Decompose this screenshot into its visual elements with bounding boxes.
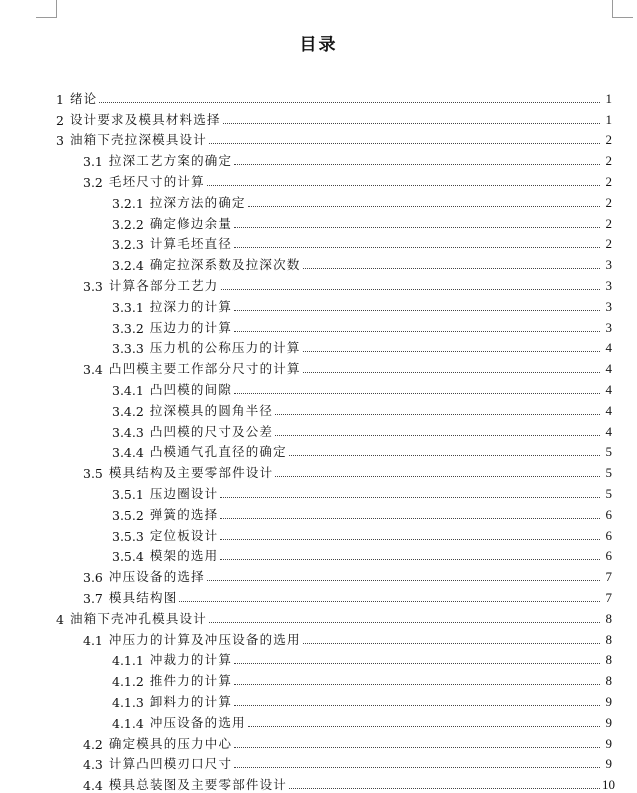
toc-entry-text: 推件力的计算 bbox=[149, 673, 233, 689]
toc-leader-dots bbox=[234, 684, 600, 685]
toc-entry-text: 拉深工艺方案的确定 bbox=[108, 153, 233, 169]
toc-leader-dots bbox=[223, 123, 600, 124]
toc-leader-dots bbox=[234, 227, 600, 228]
toc-entry[interactable] bbox=[56, 710, 612, 731]
toc-entry-number: 3.4.2 bbox=[112, 403, 144, 419]
toc-entry-text: 确定修边余量 bbox=[149, 215, 233, 231]
toc-entry-page: 1 bbox=[605, 90, 612, 106]
toc-entry-text: 凸模通气孔直径的确定 bbox=[149, 444, 287, 460]
toc-entry-number: 3.3.3 bbox=[112, 341, 144, 357]
toc-entry-text: 弹簧的选择 bbox=[149, 506, 219, 522]
toc-entry-page: 2 bbox=[605, 153, 612, 169]
toc-entry-page: 4 bbox=[605, 361, 612, 377]
toc-leader-dots bbox=[303, 372, 600, 373]
toc-entry-page: 2 bbox=[605, 194, 612, 210]
toc-leader-dots bbox=[275, 435, 600, 436]
toc-entry[interactable] bbox=[56, 731, 612, 752]
toc-entry-number: 3.2.1 bbox=[112, 195, 144, 211]
toc-entry-number: 3.5.1 bbox=[112, 486, 144, 502]
toc-entry[interactable] bbox=[56, 689, 612, 710]
toc-entry-text: 模具结构及主要零部件设计 bbox=[108, 465, 274, 481]
corner-mark-top-left-h bbox=[36, 17, 57, 18]
toc-entry-page: 6 bbox=[605, 506, 612, 522]
toc-entry-number: 4.1.1 bbox=[112, 653, 144, 669]
toc-entry-page: 3 bbox=[605, 277, 612, 293]
toc-entry[interactable] bbox=[56, 481, 612, 502]
toc-entry-page: 8 bbox=[605, 652, 612, 668]
toc-leader-dots bbox=[289, 455, 600, 456]
toc-entry-number: 4 bbox=[56, 611, 64, 627]
toc-entry-number: 3.6 bbox=[83, 570, 103, 586]
toc-entry-page: 6 bbox=[605, 527, 612, 543]
toc-entry[interactable] bbox=[56, 772, 615, 793]
toc-entry-number: 3.3.2 bbox=[112, 320, 144, 336]
toc-entry-text: 设计要求及模具材料选择 bbox=[69, 111, 221, 127]
toc-entry-text: 压边圈设计 bbox=[149, 485, 219, 501]
toc-entry-page: 2 bbox=[605, 215, 612, 231]
toc-leader-dots bbox=[303, 351, 600, 352]
toc-entry-page: 2 bbox=[605, 236, 612, 252]
toc-entry-page: 9 bbox=[605, 693, 612, 709]
toc-entry-page: 8 bbox=[605, 610, 612, 626]
toc-entry-number: 3.2.2 bbox=[112, 216, 144, 232]
toc-leader-dots bbox=[275, 414, 600, 415]
toc-entry-number: 3.4 bbox=[83, 362, 103, 378]
toc-entry[interactable] bbox=[56, 585, 612, 606]
toc-entry-number: 4.2 bbox=[83, 736, 103, 752]
toc-entry-page: 5 bbox=[605, 465, 612, 481]
toc-entry-text: 凸凹模的间隙 bbox=[149, 381, 233, 397]
toc-entry[interactable] bbox=[56, 190, 612, 211]
toc-entry[interactable] bbox=[56, 544, 612, 565]
toc-entry-number: 3.2 bbox=[83, 174, 103, 190]
toc-entry-number: 3.5.3 bbox=[112, 528, 144, 544]
toc-entry-number: 3.3.1 bbox=[112, 299, 144, 315]
toc-leader-dots bbox=[207, 580, 600, 581]
toc-entry-text: 模具总装图及主要零部件设计 bbox=[108, 777, 287, 793]
toc-entry-page: 2 bbox=[605, 132, 612, 148]
toc-leader-dots bbox=[220, 497, 600, 498]
toc-entry-text: 凸凹模主要工作部分尺寸的计算 bbox=[108, 361, 301, 377]
toc-entry-number: 3 bbox=[56, 133, 64, 149]
toc-entry-text: 计算各部分工艺力 bbox=[108, 277, 219, 293]
toc-entry-page: 3 bbox=[605, 257, 612, 273]
toc-entry-page: 4 bbox=[605, 423, 612, 439]
toc-entry[interactable] bbox=[56, 252, 612, 273]
toc-leader-dots bbox=[220, 518, 600, 519]
toc-entry[interactable] bbox=[56, 294, 612, 315]
toc-entry[interactable] bbox=[56, 128, 612, 149]
toc-entry-text: 冲裁力的计算 bbox=[149, 652, 233, 668]
toc-entry-number: 3.4.4 bbox=[112, 445, 144, 461]
toc-leader-dots bbox=[234, 310, 600, 311]
toc-entry-text: 毛坯尺寸的计算 bbox=[108, 173, 205, 189]
toc-leader-dots bbox=[248, 726, 600, 727]
toc-entry-number: 3.4.3 bbox=[112, 424, 144, 440]
toc-leader-dots bbox=[234, 705, 600, 706]
toc-entry-number: 3.5.2 bbox=[112, 507, 144, 523]
toc-entry[interactable] bbox=[56, 523, 612, 544]
toc-entry-number: 4.1.3 bbox=[112, 694, 144, 710]
toc-entry-page: 5 bbox=[605, 485, 612, 501]
toc-entry-text: 绪论 bbox=[69, 90, 98, 106]
toc-entry[interactable] bbox=[56, 169, 612, 190]
corner-mark-top-left-v bbox=[56, 0, 57, 17]
toc-leader-dots bbox=[234, 247, 600, 248]
toc-entry-text: 卸料力的计算 bbox=[149, 693, 233, 709]
toc-entry[interactable] bbox=[56, 440, 612, 461]
toc-entry[interactable] bbox=[56, 627, 612, 648]
toc-entry-text: 确定模具的压力中心 bbox=[108, 735, 233, 751]
toc-entry[interactable] bbox=[56, 752, 612, 773]
toc-entry-page: 6 bbox=[605, 548, 612, 564]
toc-entry-text: 定位板设计 bbox=[149, 527, 219, 543]
toc-title: 目录 bbox=[299, 35, 338, 55]
toc-entry[interactable] bbox=[56, 107, 612, 128]
toc-entry-number: 4.3 bbox=[83, 757, 103, 773]
toc-entry-page: 8 bbox=[605, 631, 612, 647]
toc-entry[interactable] bbox=[56, 502, 612, 523]
toc-entry-number: 4.1.4 bbox=[112, 715, 144, 731]
toc-entry-page: 10 bbox=[602, 777, 615, 793]
toc-entry-page: 9 bbox=[605, 714, 612, 730]
toc-leader-dots bbox=[209, 622, 600, 623]
corner-mark-top-right-h bbox=[612, 17, 633, 18]
toc-entry-text: 拉深力的计算 bbox=[149, 298, 233, 314]
toc-entry[interactable] bbox=[56, 315, 612, 336]
toc-entry-page: 2 bbox=[605, 173, 612, 189]
toc-entry-number: 3.5.4 bbox=[112, 549, 144, 565]
toc-entry-text: 冲压设备的选用 bbox=[149, 714, 246, 730]
toc-entry[interactable] bbox=[56, 460, 612, 481]
toc-entry-text: 油箱下壳拉深模具设计 bbox=[69, 132, 207, 148]
toc-entry-text: 模具结构图 bbox=[108, 589, 178, 605]
toc-entry[interactable] bbox=[56, 356, 612, 377]
toc-entry[interactable] bbox=[56, 336, 612, 357]
toc-leader-dots bbox=[303, 643, 600, 644]
toc-entry-text: 计算毛坯直径 bbox=[149, 236, 233, 252]
toc-leader-dots bbox=[234, 767, 600, 768]
toc-entry-number: 4.1 bbox=[83, 632, 103, 648]
toc-entry[interactable] bbox=[56, 148, 612, 169]
toc-entry[interactable] bbox=[56, 668, 612, 689]
toc-entry-page: 1 bbox=[605, 111, 612, 127]
corner-mark-top-right-v bbox=[612, 0, 613, 17]
toc-leader-dots bbox=[179, 601, 600, 602]
toc-entry-page: 8 bbox=[605, 673, 612, 689]
toc-entry-page: 3 bbox=[605, 298, 612, 314]
toc-leader-dots bbox=[234, 164, 600, 165]
toc-entry-page: 7 bbox=[605, 569, 612, 585]
toc-entry-text: 拉深方法的确定 bbox=[149, 194, 246, 210]
toc-entry-number: 4.4 bbox=[83, 778, 103, 793]
toc-leader-dots bbox=[99, 102, 600, 103]
toc-leader-dots bbox=[303, 268, 600, 269]
toc-entry[interactable] bbox=[56, 86, 612, 107]
toc-entry[interactable] bbox=[56, 211, 612, 232]
toc-entry-text: 压边力的计算 bbox=[149, 319, 233, 335]
toc-entry-text: 压力机的公称压力的计算 bbox=[149, 340, 301, 356]
toc-entry-page: 9 bbox=[605, 735, 612, 751]
toc-entry-text: 油箱下壳冲孔模具设计 bbox=[69, 610, 207, 626]
toc-leader-dots bbox=[234, 331, 600, 332]
toc-entry[interactable] bbox=[56, 273, 612, 294]
toc-entry-number: 3.7 bbox=[83, 590, 103, 606]
toc-entry-text: 拉深模具的圆角半径 bbox=[149, 402, 274, 418]
toc-entry-number: 4.1.2 bbox=[112, 674, 144, 690]
toc-entry-text: 模架的选用 bbox=[149, 548, 219, 564]
toc-leader-dots bbox=[234, 393, 600, 394]
toc-entry-number: 3.5 bbox=[83, 466, 103, 482]
toc-entry[interactable] bbox=[56, 398, 612, 419]
toc-entry[interactable] bbox=[56, 564, 612, 585]
toc-entry-number: 3.2.4 bbox=[112, 258, 144, 274]
toc-entry-number: 3.1 bbox=[83, 154, 103, 170]
toc-entry-page: 4 bbox=[605, 402, 612, 418]
toc-leader-dots bbox=[234, 747, 600, 748]
toc-leader-dots bbox=[220, 539, 600, 540]
toc-entry-number: 3.4.1 bbox=[112, 382, 144, 398]
toc-entry-page: 3 bbox=[605, 319, 612, 335]
toc-entry-number: 1 bbox=[56, 91, 64, 107]
toc-entry[interactable] bbox=[56, 606, 612, 627]
toc-entry-page: 4 bbox=[605, 381, 612, 397]
toc-leader-dots bbox=[220, 559, 600, 560]
toc-leader-dots bbox=[207, 185, 600, 186]
toc-leader-dots bbox=[248, 206, 600, 207]
toc-entry-page: 4 bbox=[605, 340, 612, 356]
toc-entry[interactable] bbox=[56, 648, 612, 669]
toc-entry-number: 3.3 bbox=[83, 278, 103, 294]
toc-leader-dots bbox=[289, 788, 600, 789]
toc-entry-page: 9 bbox=[605, 756, 612, 772]
toc-entry[interactable] bbox=[56, 377, 612, 398]
table-of-contents bbox=[56, 86, 615, 793]
toc-entry-number: 2 bbox=[56, 112, 64, 128]
toc-entry-text: 计算凸凹模刃口尺寸 bbox=[108, 756, 233, 772]
toc-leader-dots bbox=[221, 289, 601, 290]
toc-entry-page: 5 bbox=[605, 444, 612, 460]
toc-entry-text: 凸凹模的尺寸及公差 bbox=[149, 423, 274, 439]
toc-leader-dots bbox=[234, 663, 600, 664]
toc-leader-dots bbox=[275, 476, 600, 477]
toc-leader-dots bbox=[209, 143, 600, 144]
toc-entry-page: 7 bbox=[605, 589, 612, 605]
toc-entry-number: 3.2.3 bbox=[112, 237, 144, 253]
toc-entry-text: 确定拉深系数及拉深次数 bbox=[149, 257, 301, 273]
toc-entry[interactable] bbox=[56, 419, 612, 440]
toc-entry-text: 冲压力的计算及冲压设备的选用 bbox=[108, 631, 301, 647]
toc-entry[interactable] bbox=[56, 232, 612, 253]
toc-entry-text: 冲压设备的选择 bbox=[108, 569, 205, 585]
